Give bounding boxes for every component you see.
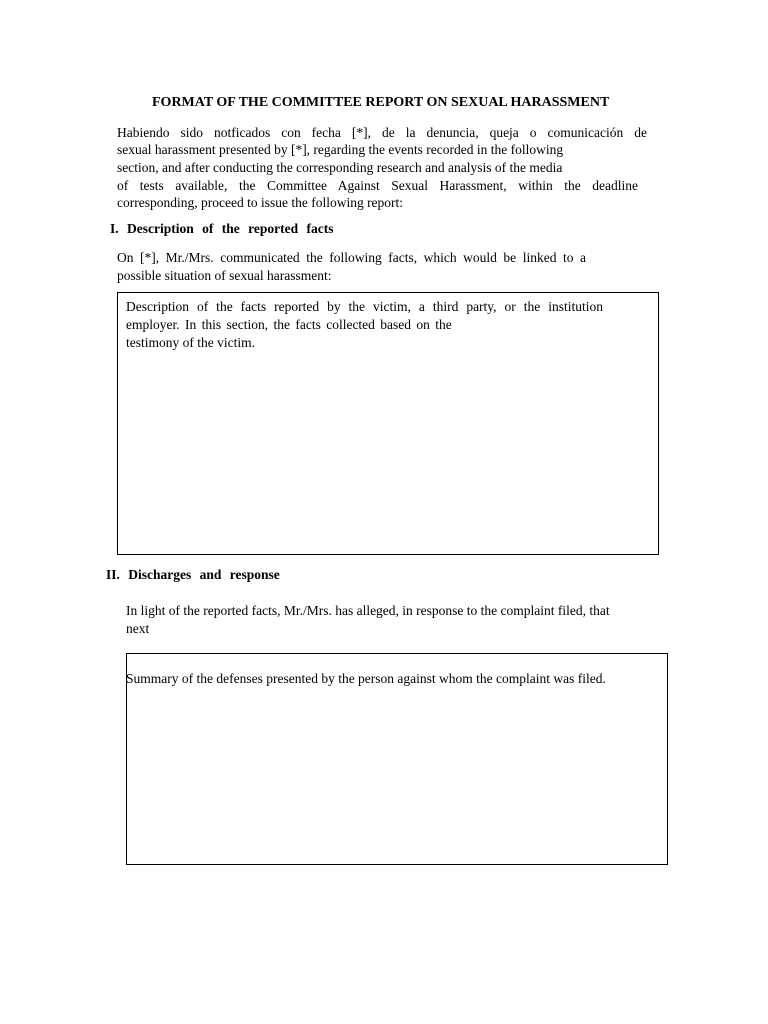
section-2-heading: II. Discharges and response <box>106 567 280 582</box>
facts-box-line-2: employer. In this section, the facts collected based on the <box>126 317 452 332</box>
section-1-paragraph-line-1: On [*], Mr./Mrs. communicated the following facts, which would be linked to a <box>117 250 586 265</box>
intro-line-4: of tests available, the Committee Against Sexual Harassment, within the deadline <box>117 178 638 193</box>
defenses-box-line-1: Summary of the defenses presented by the person against whom the complaint was filed. <box>126 671 606 686</box>
intro-line-1: Habiendo sido notficados con fecha [*], de la denuncia, queja o comunicación de <box>117 125 647 140</box>
intro-line-2: sexual harassment presented by [*], regarding the events recorded in the following <box>117 142 564 157</box>
section-2-paragraph-line-2: next <box>126 621 150 636</box>
facts-box-line-3: testimony of the victim. <box>126 335 255 350</box>
section-2-paragraph-line-1: In light of the reported facts, Mr./Mrs. has alleged, in response to the complaint filed, that <box>126 603 610 618</box>
section-1-paragraph-line-2: possible situation of sexual harassment: <box>117 268 332 283</box>
intro-line-5: corresponding, proceed to issue the following report: <box>117 195 404 210</box>
page-title: FORMAT OF THE COMMITTEE REPORT ON SEXUAL HARASSMENT <box>152 95 610 110</box>
intro-line-3: section, and after conducting the corresponding research and analysis of the media <box>117 160 563 175</box>
facts-box-line-1: Description of the facts reported by the victim, a third party, or the institution <box>126 299 603 314</box>
section-1-heading: I. Description of the reported facts <box>110 221 334 236</box>
